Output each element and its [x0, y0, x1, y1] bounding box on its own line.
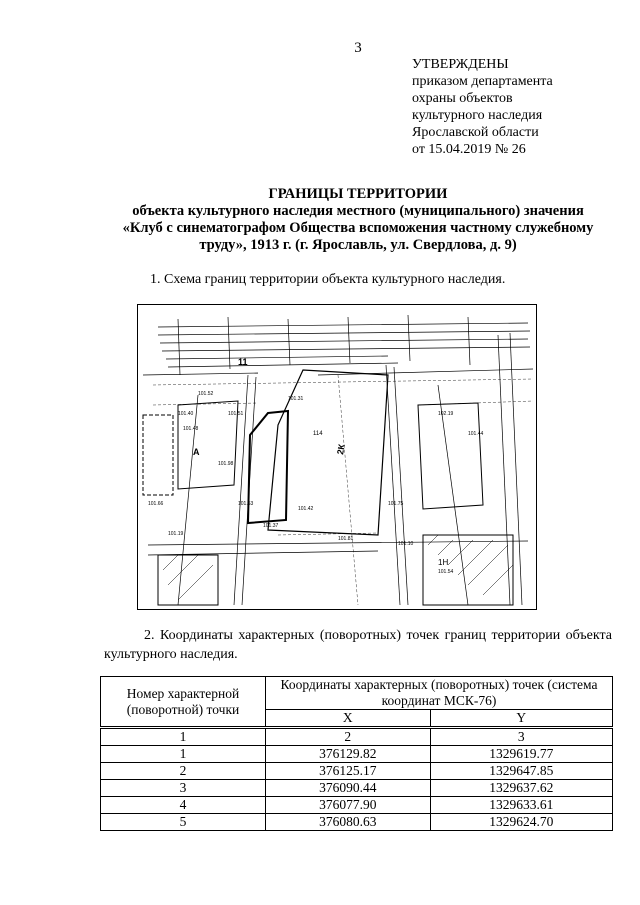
coord-y: 1329624.70: [430, 814, 612, 831]
coord-y: 1329619.77: [430, 746, 612, 763]
point-number: 5: [101, 814, 266, 831]
table-row: [101, 780, 613, 797]
map-label: 11: [238, 357, 248, 367]
title-line: объекта культурного наследия местного (муниципального) значения: [132, 203, 584, 219]
point-number: 1: [101, 746, 266, 763]
map-label: 101.54: [438, 569, 454, 575]
coord-y: 1329637.62: [430, 780, 612, 797]
numbering-cell: 1: [101, 728, 266, 746]
approval-line: культурного наследия: [412, 108, 543, 123]
map-label: 101.10: [398, 541, 414, 547]
map-label: 101.81: [338, 536, 354, 542]
map-label: 1Н: [438, 558, 449, 567]
approval-line: Ярославской области: [412, 125, 539, 140]
approval-block: [412, 56, 553, 158]
table-row: [101, 746, 613, 763]
map-label: 101.51: [228, 411, 244, 417]
approval-line: охраны объектов: [412, 91, 513, 106]
approval-line: от 15.04.2019 № 26: [412, 142, 526, 157]
title-line: ГРАНИЦЫ ТЕРРИТОРИИ: [268, 186, 448, 202]
map-label: 101.19: [168, 531, 184, 537]
map-label: 101.31: [288, 396, 304, 402]
map-label: 114: [313, 431, 323, 437]
header-x: X: [266, 710, 431, 728]
coord-x: 376090.44: [266, 780, 431, 797]
map-label: 2К: [335, 443, 347, 456]
map-label: А: [193, 447, 200, 457]
point-number: 3: [101, 780, 266, 797]
point-number: 4: [101, 797, 266, 814]
approval-line: УТВЕРЖДЕНЫ: [412, 57, 509, 72]
boundary-scheme-map: [137, 304, 537, 610]
header-coordinates: Координаты характерных (поворотных) точек (система координат МСК-76): [266, 677, 613, 710]
table-row: [101, 814, 613, 831]
numbering-cell: 3: [430, 728, 612, 746]
table-row: [101, 797, 613, 814]
title-line: «Клуб с синематографом Общества вспоможения частному служебному: [122, 220, 594, 236]
coord-x: 376129.82: [266, 746, 431, 763]
map-label: 101.37: [263, 523, 279, 529]
map-drawing: [138, 305, 536, 609]
map-label: 101.52: [198, 391, 214, 397]
map-label: 101.48: [183, 426, 199, 432]
section-1-heading: 1. Схема границ территории объекта культурного наследия.: [150, 272, 506, 287]
page-number: 3: [354, 40, 362, 56]
header-point-number: Номер характерной (поворотной) точки: [101, 677, 266, 728]
map-label: 101.40: [178, 411, 194, 417]
numbering-cell: 2: [266, 728, 431, 746]
coord-y: 1329647.85: [430, 763, 612, 780]
map-label: 101.66: [148, 501, 164, 507]
header-y: Y: [430, 710, 612, 728]
title-line: труду», 1913 г. (г. Ярославль, ул. Свердлова, д. 9): [199, 237, 517, 253]
map-label: 101.42: [298, 506, 314, 512]
table-row: [101, 763, 613, 780]
coordinates-table: [100, 676, 613, 831]
section-2-heading: 2. Координаты характерных (поворотных) точек границ территории объекта культурного наследия.: [104, 628, 612, 662]
table-numbering-row: [101, 728, 613, 746]
table-header-row: [101, 677, 613, 710]
map-label: 101.53: [238, 501, 254, 507]
map-label: 102.19: [438, 411, 454, 417]
map-label: 101.44: [468, 431, 484, 437]
point-number: 2: [101, 763, 266, 780]
map-label: 101.98: [218, 461, 234, 467]
map-label: 101.75: [388, 501, 404, 507]
coord-x: 376080.63: [266, 814, 431, 831]
coord-x: 376077.90: [266, 797, 431, 814]
document-title: [100, 186, 616, 254]
coord-x: 376125.17: [266, 763, 431, 780]
coord-y: 1329633.61: [430, 797, 612, 814]
approval-line: приказом департамента: [412, 74, 553, 89]
